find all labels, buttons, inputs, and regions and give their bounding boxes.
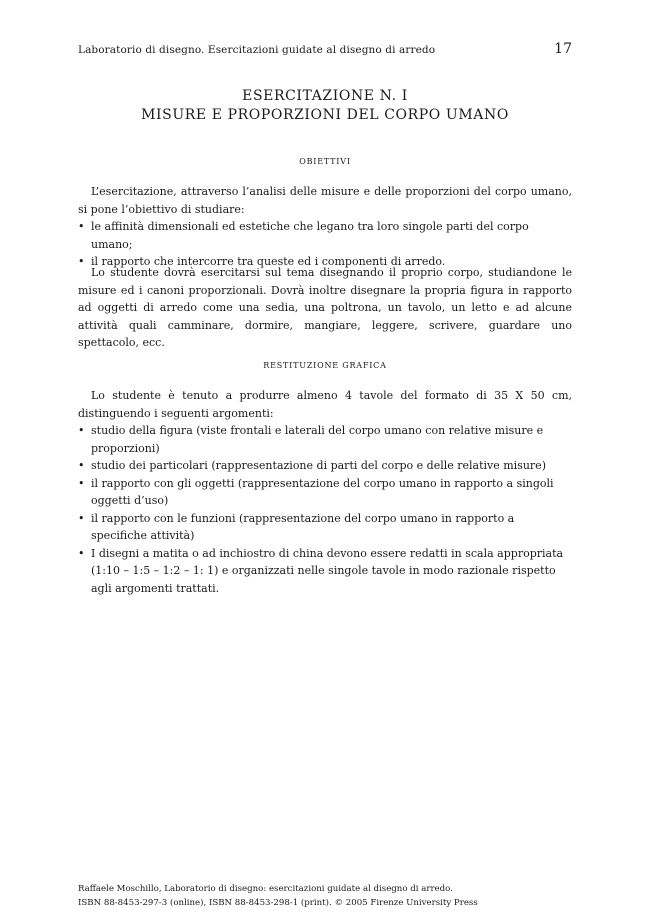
restituzione-list [78,422,572,597]
running-head: Laboratorio di disegno. Esercitazioni guidate al disegno di arredo [78,44,436,56]
list-item: • il rapporto con gli oggetti (rappresentazione del corpo umano in rapporto a singoli oggetti d’uso) [78,475,572,510]
footer-isbn: ISBN 88-8453-297-3 (online), ISBN 88-8453-298-1 (print). © 2005 Firenze University Press [78,898,478,908]
list-item: • studio della figura (viste frontali e laterali del corpo umano con relative misure e proporzioni) [78,422,572,457]
list-item: • il rapporto che intercorre tra queste ed i componenti di arredo. [78,253,572,271]
obiettivi-intro: L’esercitazione, attraverso l’analisi delle misure e delle proporzioni del corpo umano, si pone l’obiettivo di studiare: [78,185,572,216]
obiettivi-paragraph-block [78,264,572,352]
section-heading-restituzione: RESTITUZIONE GRAFICA [263,361,387,370]
restituzione-block [78,387,572,597]
exercise-subtitle: MISURE E PROPORZIONI DEL CORPO UMANO [141,107,509,123]
obiettivi-intro-block [78,183,572,271]
list-item: • il rapporto con le funzioni (rappresentazione del corpo umano in rapporto a specifiche attività) [78,510,572,545]
section-heading-obiettivi: OBIETTIVI [299,157,351,166]
page-number: 17 [554,41,572,57]
footer-citation: Raffaele Moschillo, Laboratorio di disegno: esercitazioni guidate al disegno di arredo. [78,884,453,894]
restituzione-intro: Lo studente è tenuto a produrre almeno 4 tavole del formato di 35 X 50 cm, distinguendo i seguenti argomenti: [78,389,572,420]
list-item: • studio dei particolari (rappresentazione di parti del corpo e delle relative misure) [78,457,572,475]
obiettivi-paragraph: Lo studente dovrà esercitarsi sul tema disegnando il proprio corpo, studiandone le misure ed i canoni proporzionali. Dovrà inoltre disegnare la propria figura in rapporto ad oggetti di arredo come una sedia, una poltrona, un tavolo, un letto e ad alcune attività quali camminare, dormire, mangiare, leggere, scrivere, guardare uno spettacolo, ecc. [78,266,572,349]
list-item: • le affinità dimensionali ed estetiche che legano tra loro singole parti del corpo umano; [78,218,572,253]
exercise-title: ESERCITAZIONE N. I [242,88,408,104]
list-item: • I disegni a matita o ad inchiostro di china devono essere redatti in scala appropriata (1:10 – 1:5 – 1:2 – 1: 1) e organizzati nelle singole tavole in modo razionale rispetto agli argomenti trattati. [78,545,572,598]
obiettivi-list [78,218,572,271]
